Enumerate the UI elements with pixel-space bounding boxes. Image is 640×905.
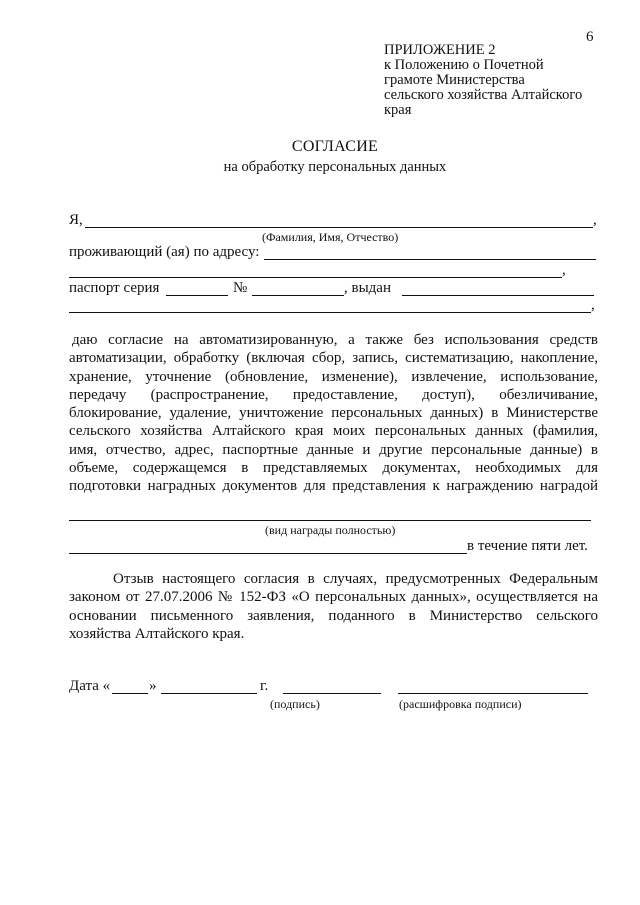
consent-line: автоматизации, обработку (включая сбор, запись, систематизацию, накопление,	[69, 350, 598, 367]
passport-number-field[interactable]	[252, 295, 344, 296]
consent-line: имя, отчество, адрес, паспортные данные и другие персональные данные) в	[69, 441, 598, 458]
revocation-line: законом от 27.07.2006 № 152-ФЗ «О персональных данных», осуществляется на	[69, 589, 598, 606]
address-comma: ,	[562, 262, 566, 278]
issued-label: , выдан	[344, 280, 391, 296]
address-field-line-2[interactable]	[69, 277, 562, 278]
signature-field[interactable]	[283, 693, 381, 694]
page-number: 6	[586, 29, 594, 45]
consent-line: хранение, уточнение (обновление, изменение), извлечение, использование,	[69, 368, 598, 385]
appendix-line: грамоте Министерства	[384, 72, 525, 88]
fio-caption: (Фамилия, Имя, Отчество)	[262, 230, 399, 244]
address-field[interactable]	[264, 259, 596, 260]
passport-number-sign: №	[233, 280, 248, 296]
issued-by-field[interactable]	[402, 295, 594, 296]
document-title: СОГЛАСИЕ	[291, 138, 379, 155]
consent-line: подготовки наградных документов для представления к награждению наградой	[69, 478, 598, 495]
revocation-line: основании письменного заявления, поданного в Министерство сельского	[69, 607, 598, 624]
passport-series-label: паспорт серия	[69, 280, 160, 296]
consent-line: объеме, содержащемся в представляемых документах, необходимых для	[69, 460, 598, 477]
consent-line: сельского хозяйства Алтайского края моих персональных данных (фамилия,	[69, 423, 598, 440]
date-label: Дата «	[69, 678, 111, 694]
consent-line: даю согласие на автоматизированную, а также без использования средств	[72, 332, 598, 348]
appendix-line: к Положению о Почетной	[384, 57, 544, 73]
term-text: в течение пяти лет.	[467, 538, 588, 554]
appendix-line: края	[384, 102, 412, 118]
date-day-field[interactable]	[112, 693, 148, 694]
date-month-year-field[interactable]	[161, 693, 257, 694]
decoding-caption: (расшифровка подписи)	[399, 697, 522, 711]
award-field[interactable]	[69, 520, 591, 521]
revocation-line: хозяйства Алтайского края.	[69, 625, 245, 642]
passport-series-field[interactable]	[166, 295, 228, 296]
appendix-line: ПРИЛОЖЕНИЕ 2	[384, 42, 496, 58]
i-label: Я,	[69, 212, 83, 228]
appendix-line: сельского хозяйства Алтайского	[384, 87, 583, 103]
consent-paragraph	[69, 331, 598, 496]
revocation-line: Отзыв настоящего согласия в случаях, предусмотренных Федеральным	[113, 571, 598, 587]
date-close-quote: »	[149, 678, 157, 694]
consent-line: блокирование, удаление, уничтожение персональных данных) в Министерстве	[69, 405, 598, 422]
document-subtitle: на обработку персональных данных	[223, 159, 447, 175]
award-caption: (вид награды полностью)	[265, 523, 396, 537]
issued-by-field-line-2[interactable]	[69, 312, 591, 313]
fio-comma: ,	[593, 212, 597, 228]
signature-caption: (подпись)	[270, 697, 320, 711]
issued-comma: ,	[591, 297, 595, 313]
award-field-line-2[interactable]	[69, 553, 467, 554]
appendix-header	[384, 43, 582, 118]
year-suffix: г.	[260, 678, 269, 694]
signature-decoding-field[interactable]	[398, 693, 588, 694]
address-label: проживающий (ая) по адресу:	[69, 244, 260, 260]
revocation-paragraph	[69, 570, 598, 643]
consent-line: передачу (распространение, предоставление, доступ), обезличивание,	[69, 386, 598, 403]
fio-field[interactable]	[85, 227, 593, 228]
